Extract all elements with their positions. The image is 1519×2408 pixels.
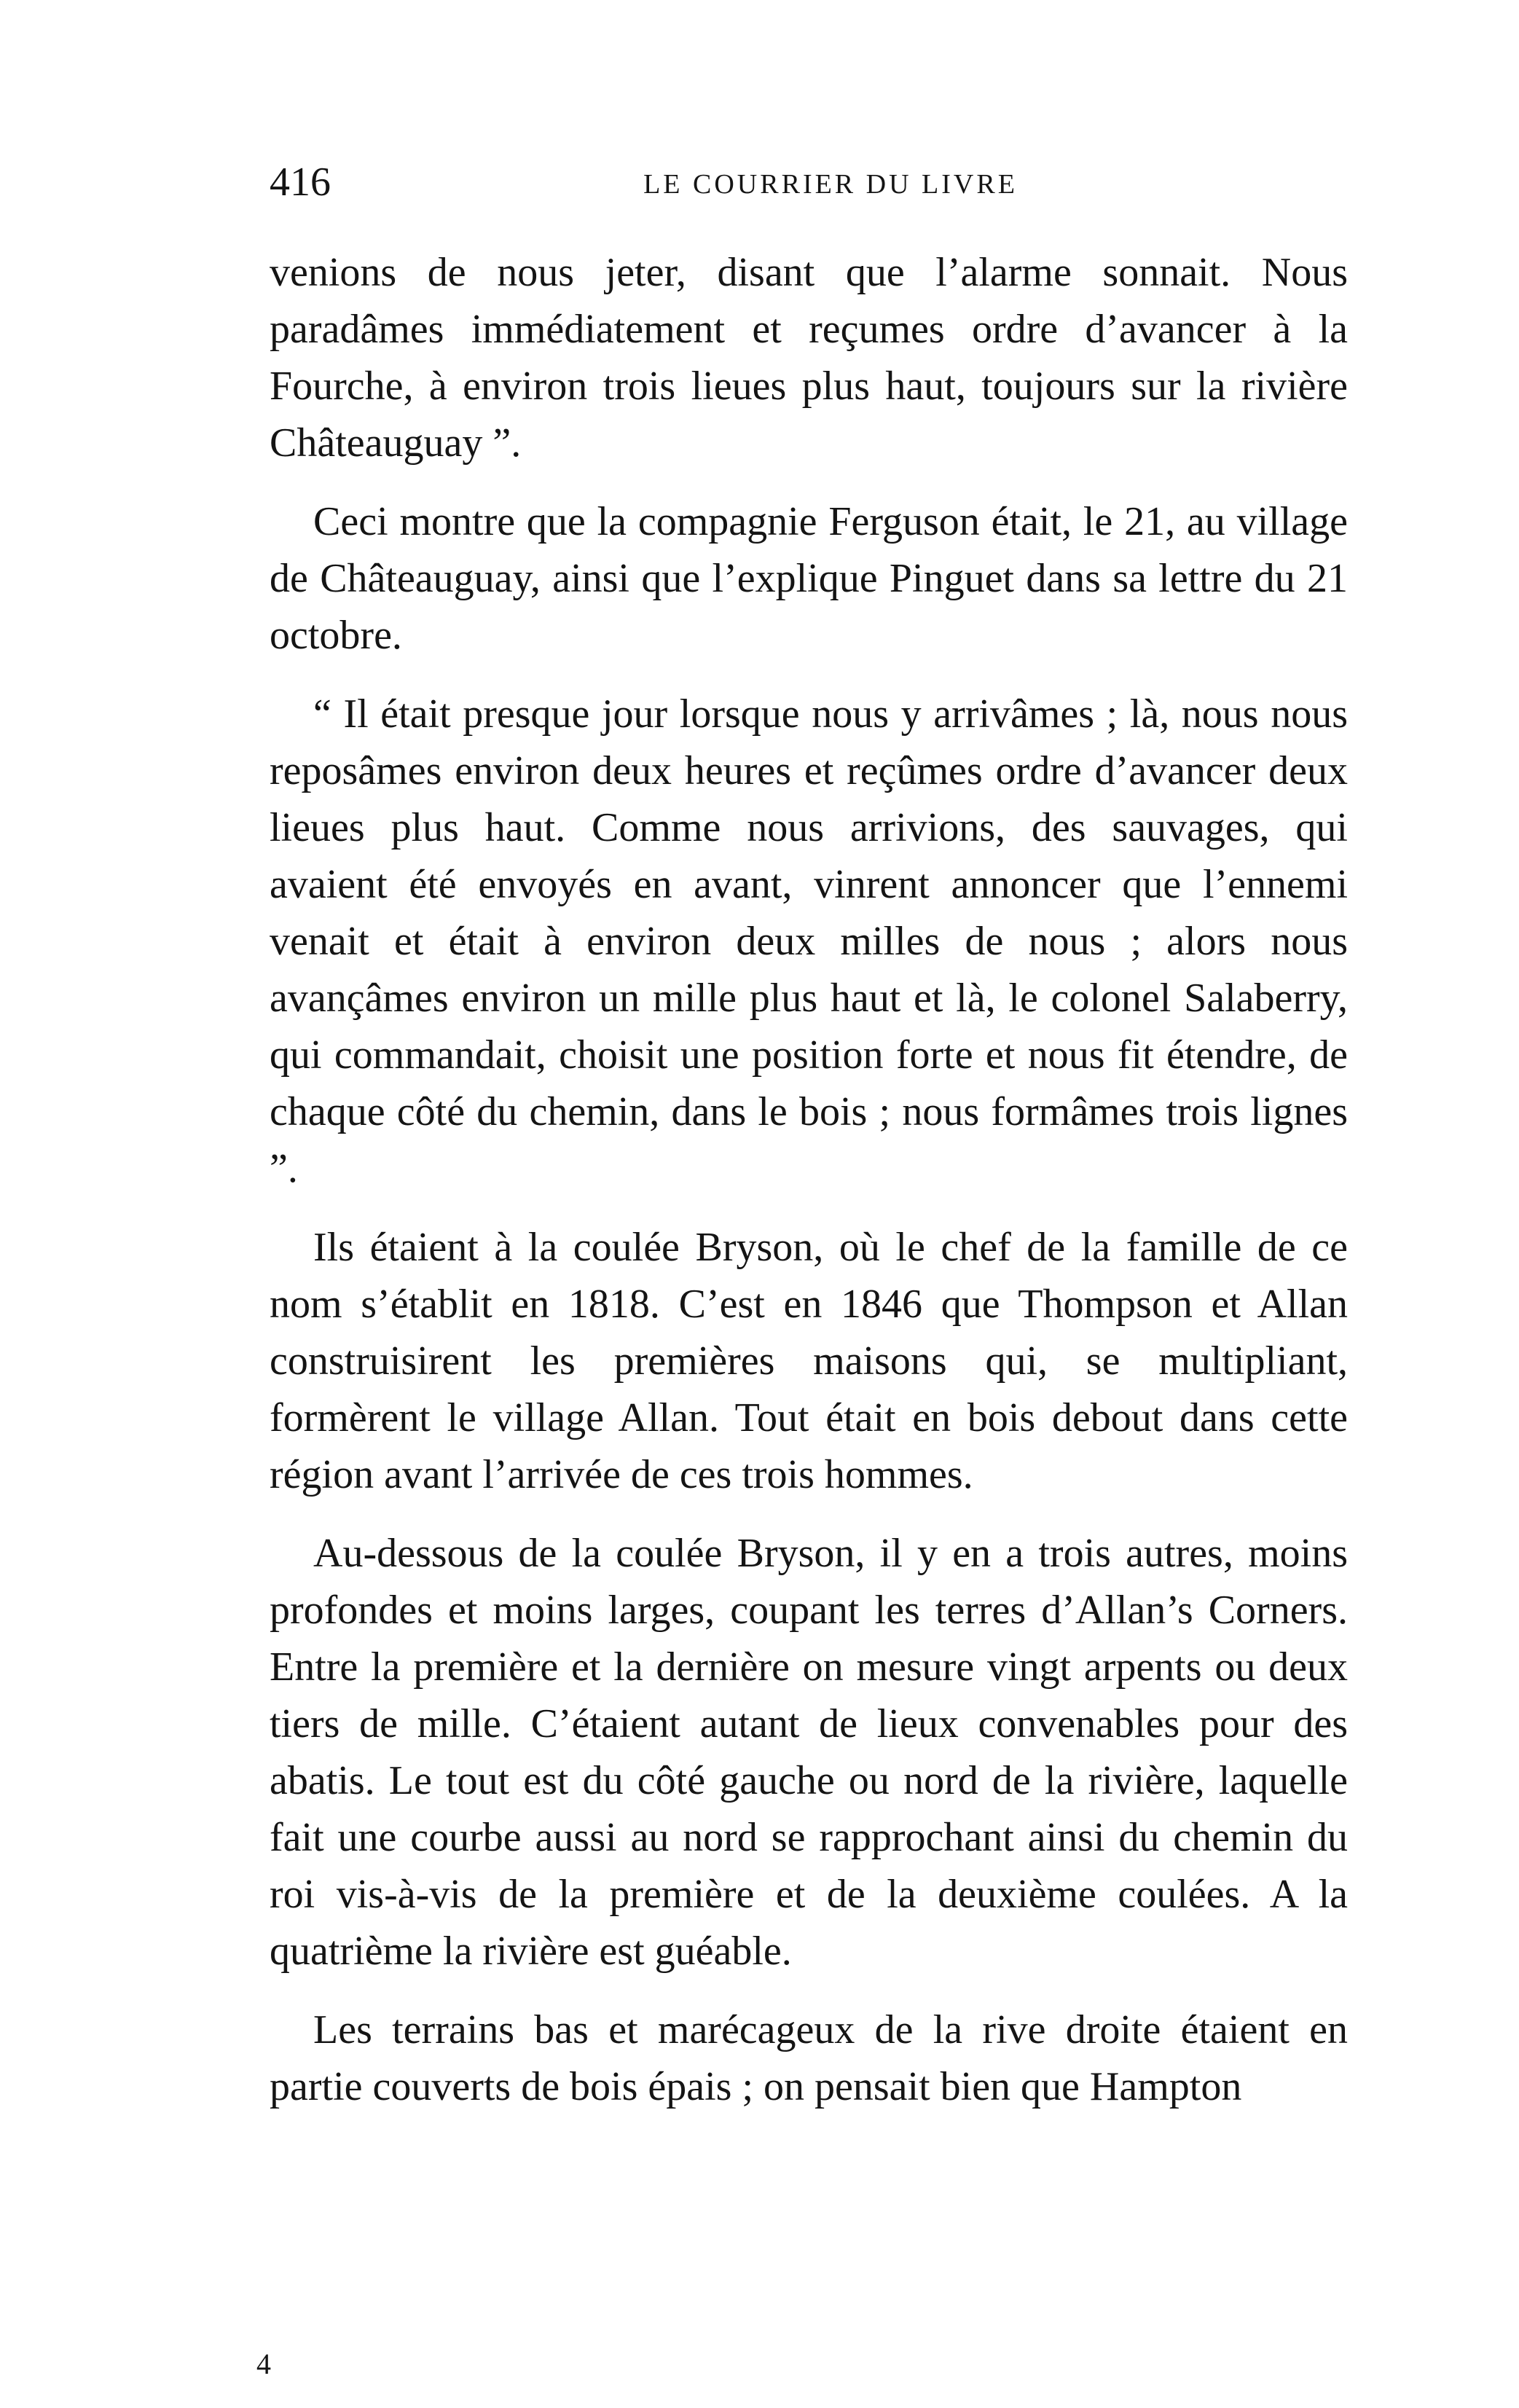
paragraph: Ils étaient à la coulée Bryson, où le chef de la famille de ce nom s’établit en 1818. C’est en 1846 que Thompson et Allan construisirent les premières maisons qui, se multipliant, formèrent le village Allan. Tout était en bois debout dans cette région avant l’arrivée de ces trois hommes. [270, 1225, 1348, 1497]
paragraph: Au-dessous de la coulée Bryson, il y en a trois autres, moins profondes et moins larges, coupant les terres d’Allan’s Corners. Entre la première et la dernière on mesure vingt arpents ou deux tiers de mille. C’étaient autant de lieux convenables pour des abatis. Le tout est du côté gauche ou nord de la rivière, laquelle fait une courbe aussi au nord se rapprochant ainsi du chemin du roi vis-à-vis de la première et de la deuxième coulées. A la quatrième la rivière est guéable. [270, 1531, 1348, 1974]
paragraph: venions de nous jeter, disant que l’alarme sonnait. Nous paradâmes immédiatement et reçumes ordre d’avancer à la Fourche, à environ trois lieues plus haut, toujours sur la rivière Châteauguay ”. [270, 250, 1348, 466]
paragraph: Ceci montre que la compagnie Ferguson était, le 21, au village de Châteauguay, ainsi que l’explique Pinguet dans sa lettre du 21 octobre. [270, 499, 1348, 658]
paragraph: “ Il était presque jour lorsque nous y arrivâmes ; là, nous nous reposâmes environ deux heures et reçûmes ordre d’avancer deux lieues plus haut. Comme nous arrivions, des sauvages, qui avaient été envoyés en avant, vinrent annoncer que l’ennemi venait et était à environ deux milles de nous ; alors nous avançâmes environ un mille plus haut et là, le colonel Salaberry, qui commandait, choisit une position forte et nous fit étendre, de chaque côté du chemin, dans le bois ; nous formâmes trois lignes ”. [270, 691, 1348, 1191]
running-title: LE COURRIER DU LIVRE [643, 169, 1018, 200]
signature-mark: 4 [256, 2348, 271, 2380]
page-number: 416 [270, 160, 331, 205]
page-header [270, 157, 1348, 208]
body-text [270, 244, 1348, 2137]
paragraph: Les terrains bas et marécageux de la rive droite étaient en partie couverts de bois épais ; on pensait bien que Hampton [270, 2007, 1348, 2109]
